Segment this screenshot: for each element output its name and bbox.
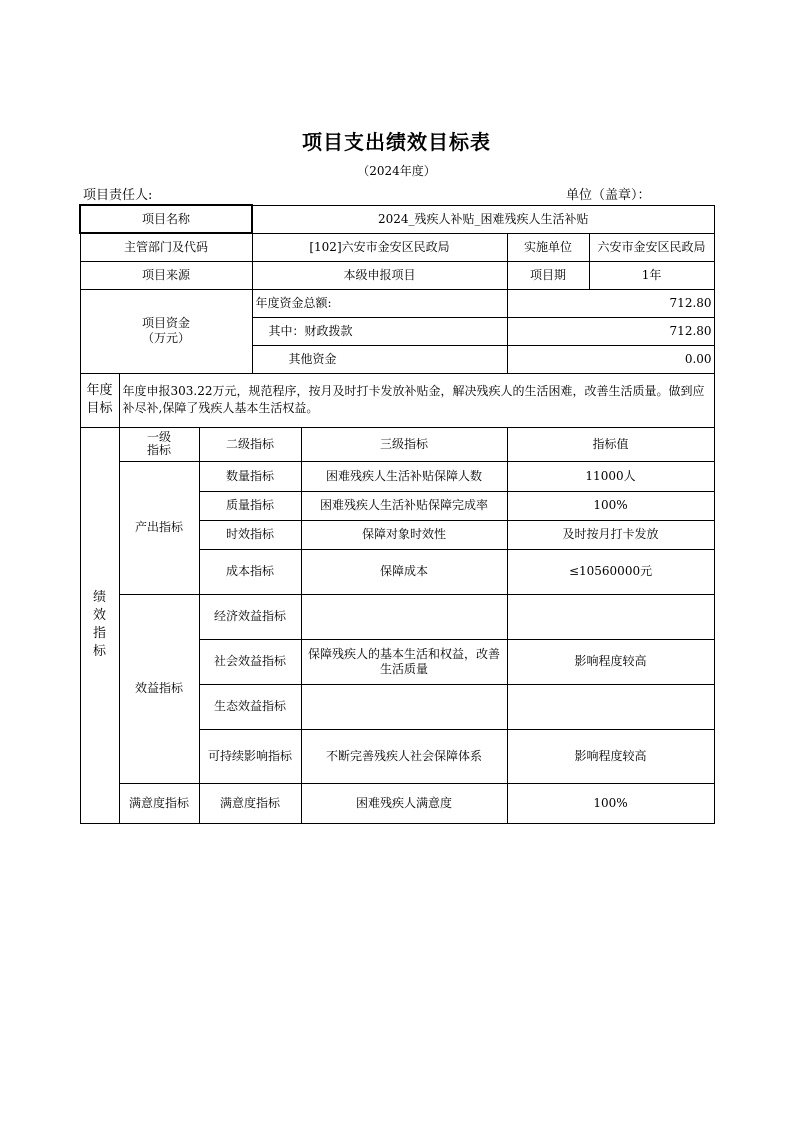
project-name-label: 项目名称: [80, 205, 252, 233]
other-funds-label: 其他资金: [252, 345, 507, 373]
annual-total-value: 712.80: [507, 289, 714, 317]
output-level2: 时效指标: [199, 520, 301, 549]
dept-label: 主管部门及代码: [80, 233, 252, 261]
row-annual-goal: [80, 373, 714, 427]
header-level2: 二级指标: [199, 427, 301, 461]
other-funds-value: 0.00: [507, 345, 714, 373]
benefit-level2: 社会效益指标: [199, 639, 301, 684]
annual-goal-label-2: 目标: [86, 401, 113, 416]
annual-goal-label: [80, 373, 119, 427]
funds-label: [80, 289, 252, 373]
annual-total-label: 年度资金总额:: [252, 289, 507, 317]
benefit-level2: 可持续影响指标: [199, 729, 301, 783]
row-indicator-header: [80, 427, 714, 461]
output-level3: 困难残疾人生活补贴保障人数: [301, 461, 507, 491]
fiscal-label: 其中：财政拨款: [252, 317, 507, 345]
table-row: [80, 594, 714, 639]
output-value: 11000人: [507, 461, 714, 491]
satisfaction-indicators-label: 满意度指标: [119, 783, 199, 823]
benefit-level2: 经济效益指标: [199, 594, 301, 639]
benefit-value: [507, 594, 714, 639]
source-value: 本级申报项目: [252, 261, 507, 289]
benefit-indicators-label: 效益指标: [119, 594, 199, 783]
impl-unit-value: 六安市金安区民政局: [589, 233, 714, 261]
output-level3: 保障对象时效性: [301, 520, 507, 549]
benefit-level3: 不断完善残疾人社会保障体系: [301, 729, 507, 783]
funds-label-text: 项目资金: [141, 316, 190, 330]
table-row: [80, 461, 714, 491]
dept-value: [102]六安市金安区民政局: [252, 233, 507, 261]
unit-seal-label: 单位（盖章）：: [566, 188, 651, 203]
benefit-value: 影响程度较高: [507, 639, 714, 684]
source-label: 项目来源: [80, 261, 252, 289]
row-annual-total: [80, 289, 714, 317]
row-department: [80, 233, 714, 261]
output-value: 及时按月打卡发放: [507, 520, 714, 549]
annual-goal-label-1: 年度: [86, 383, 113, 398]
output-value: ≤10560000元: [507, 549, 714, 594]
output-level2: 数量指标: [199, 461, 301, 491]
benefit-level3: 保障残疾人的基本生活和权益，改善生活质量: [301, 639, 507, 684]
benefit-value: [507, 684, 714, 729]
year-label: （2024年度）: [357, 164, 436, 178]
output-indicators-label: 产出指标: [119, 461, 199, 594]
row-project-name: [80, 205, 714, 233]
annual-goal-text: 年度申报303.22万元，规范程序，按月及时打卡发放补贴金，解决残疾人的生活困难，改善生活质量。做到应补尽补,保障了残疾人基本生活权益。: [119, 373, 714, 427]
perf-label-text: 绩效指标: [92, 590, 106, 659]
performance-indicators-label: [80, 427, 119, 823]
header-level3: 三级指标: [301, 427, 507, 461]
output-level3: 困难残疾人生活补贴保障完成率: [301, 491, 507, 520]
header-value: 指标值: [507, 427, 714, 461]
output-level3: 保障成本: [301, 549, 507, 594]
period-label: 项目期: [507, 261, 589, 289]
table-row: [80, 783, 714, 823]
satisfaction-level3: 困难残疾人满意度: [301, 783, 507, 823]
header-level1: [119, 427, 199, 461]
output-value: 100%: [507, 491, 714, 520]
fiscal-value: 712.80: [507, 317, 714, 345]
period-value: 1年: [589, 261, 714, 289]
output-level2: 成本指标: [199, 549, 301, 594]
funds-unit-text: （万元）: [141, 331, 190, 345]
satisfaction-level2: 满意度指标: [199, 783, 301, 823]
satisfaction-value: 100%: [507, 783, 714, 823]
impl-unit-label: 实施单位: [507, 233, 589, 261]
benefit-level3: [301, 594, 507, 639]
performance-table: [79, 204, 715, 824]
output-level2: 质量指标: [199, 491, 301, 520]
benefit-level2: 生态效益指标: [199, 684, 301, 729]
header-level1-text: 一级指标: [146, 430, 171, 457]
project-name-value: 2024_残疾人补贴_困难残疾人生活补贴: [252, 205, 714, 233]
responsible-label: 项目责任人:: [83, 188, 153, 203]
row-source: [80, 261, 714, 289]
benefit-value: 影响程度较高: [507, 729, 714, 783]
page-title: 项目支出绩效目标表: [302, 130, 491, 154]
benefit-level3: [301, 684, 507, 729]
